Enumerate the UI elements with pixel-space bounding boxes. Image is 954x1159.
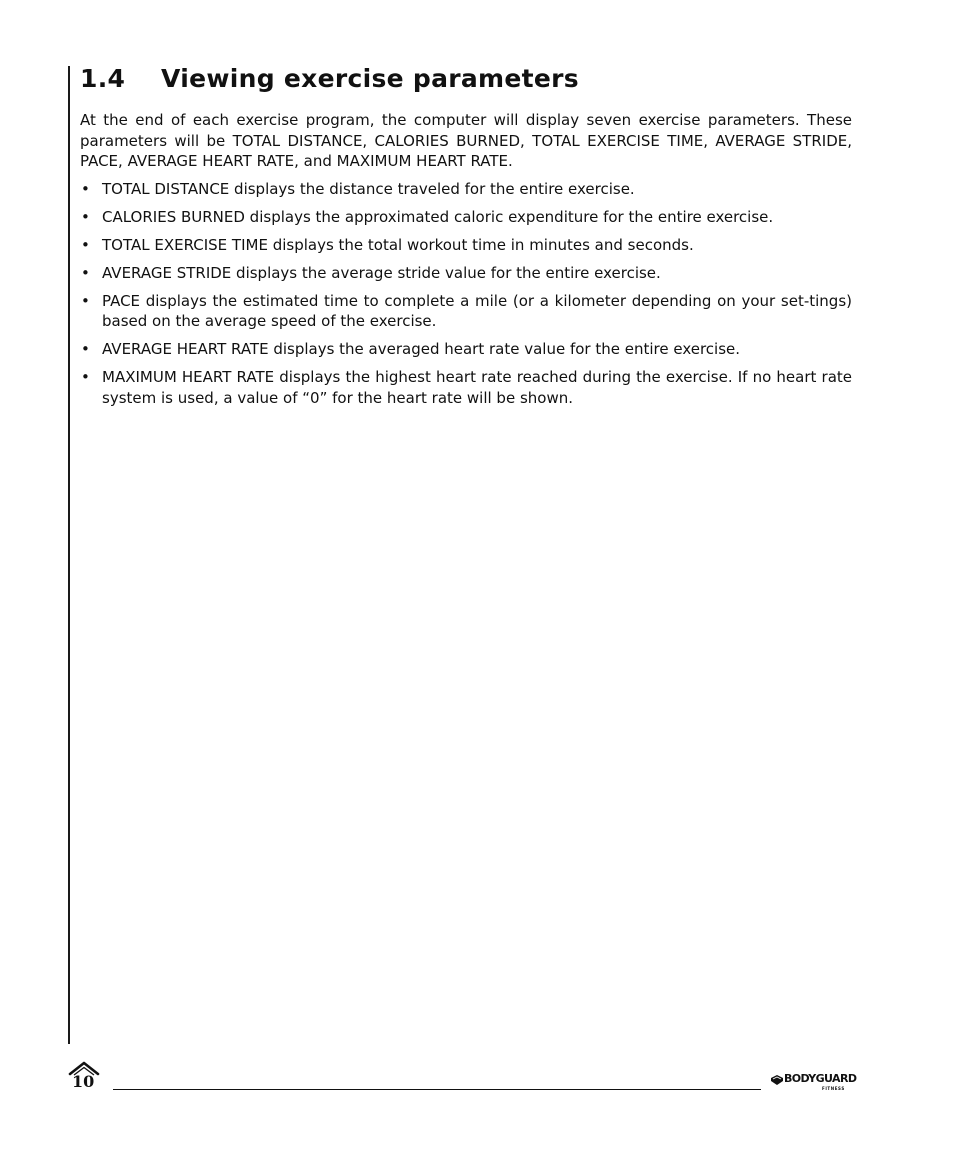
bullet-icon: • [81,207,90,226]
list-item-text: MAXIMUM HEART RATE displays the highest heart rate reached during the exercise. If no heart rate system is used, a value of “0” for the heart rate will be shown. [102,368,852,407]
list-item-text: TOTAL EXERCISE TIME displays the total workout time in minutes and seconds. [102,235,694,254]
page-content [80,60,852,416]
list-item [80,339,852,360]
list-item-text: PACE displays the estimated time to complete a mile (or a kilometer depending on your set-tings) based on the average speed of the exercise. [102,291,852,330]
parameter-list [80,179,852,409]
section-title: Viewing exercise parameters [161,64,579,93]
bullet-icon: • [81,263,90,282]
list-item-text: AVERAGE HEART RATE displays the averaged heart rate value for the entire exercise. [102,340,741,358]
page-number: 10 [72,1072,95,1091]
bullet-icon: • [81,340,90,358]
bullet-icon: • [81,368,90,386]
list-item-text: CALORIES BURNED displays the approximated caloric expenditure for the entire exercise. [102,207,774,226]
bullet-icon: • [81,235,90,254]
section-number: 1.4 [80,64,126,93]
list-item [80,291,852,332]
list-item [80,235,852,256]
list-item-text: AVERAGE STRIDE displays the average stride value for the entire exercise. [102,263,661,282]
brand-subtitle: FITNESS [822,1086,845,1091]
bullet-icon: • [81,179,90,198]
intro-paragraph: At the end of each exercise program, the computer will display seven exercise parameters. These parameters will be TOTAL DISTANCE, CALORIES BURNED, TOTAL EXERCISE TIME, AVERAGE STRIDE, PACE, AVERAGE HEART RATE, and MAXIMUM HEART RATE. [80,111,852,170]
list-item-text: TOTAL DISTANCE displays the distance traveled for the entire exercise. [102,179,635,198]
brand-shield-icon [770,1074,784,1086]
list-item [80,367,852,408]
bullet-icon: • [81,291,90,310]
list-item [80,179,852,200]
page-footer [68,1060,858,1100]
left-margin-rule [68,66,70,1044]
list-item [80,263,852,284]
footer-rule [113,1089,761,1090]
brand-name: BODYGUARD [784,1072,857,1085]
brand-logo [770,1071,856,1095]
list-item [80,207,852,228]
section-heading [80,60,852,98]
